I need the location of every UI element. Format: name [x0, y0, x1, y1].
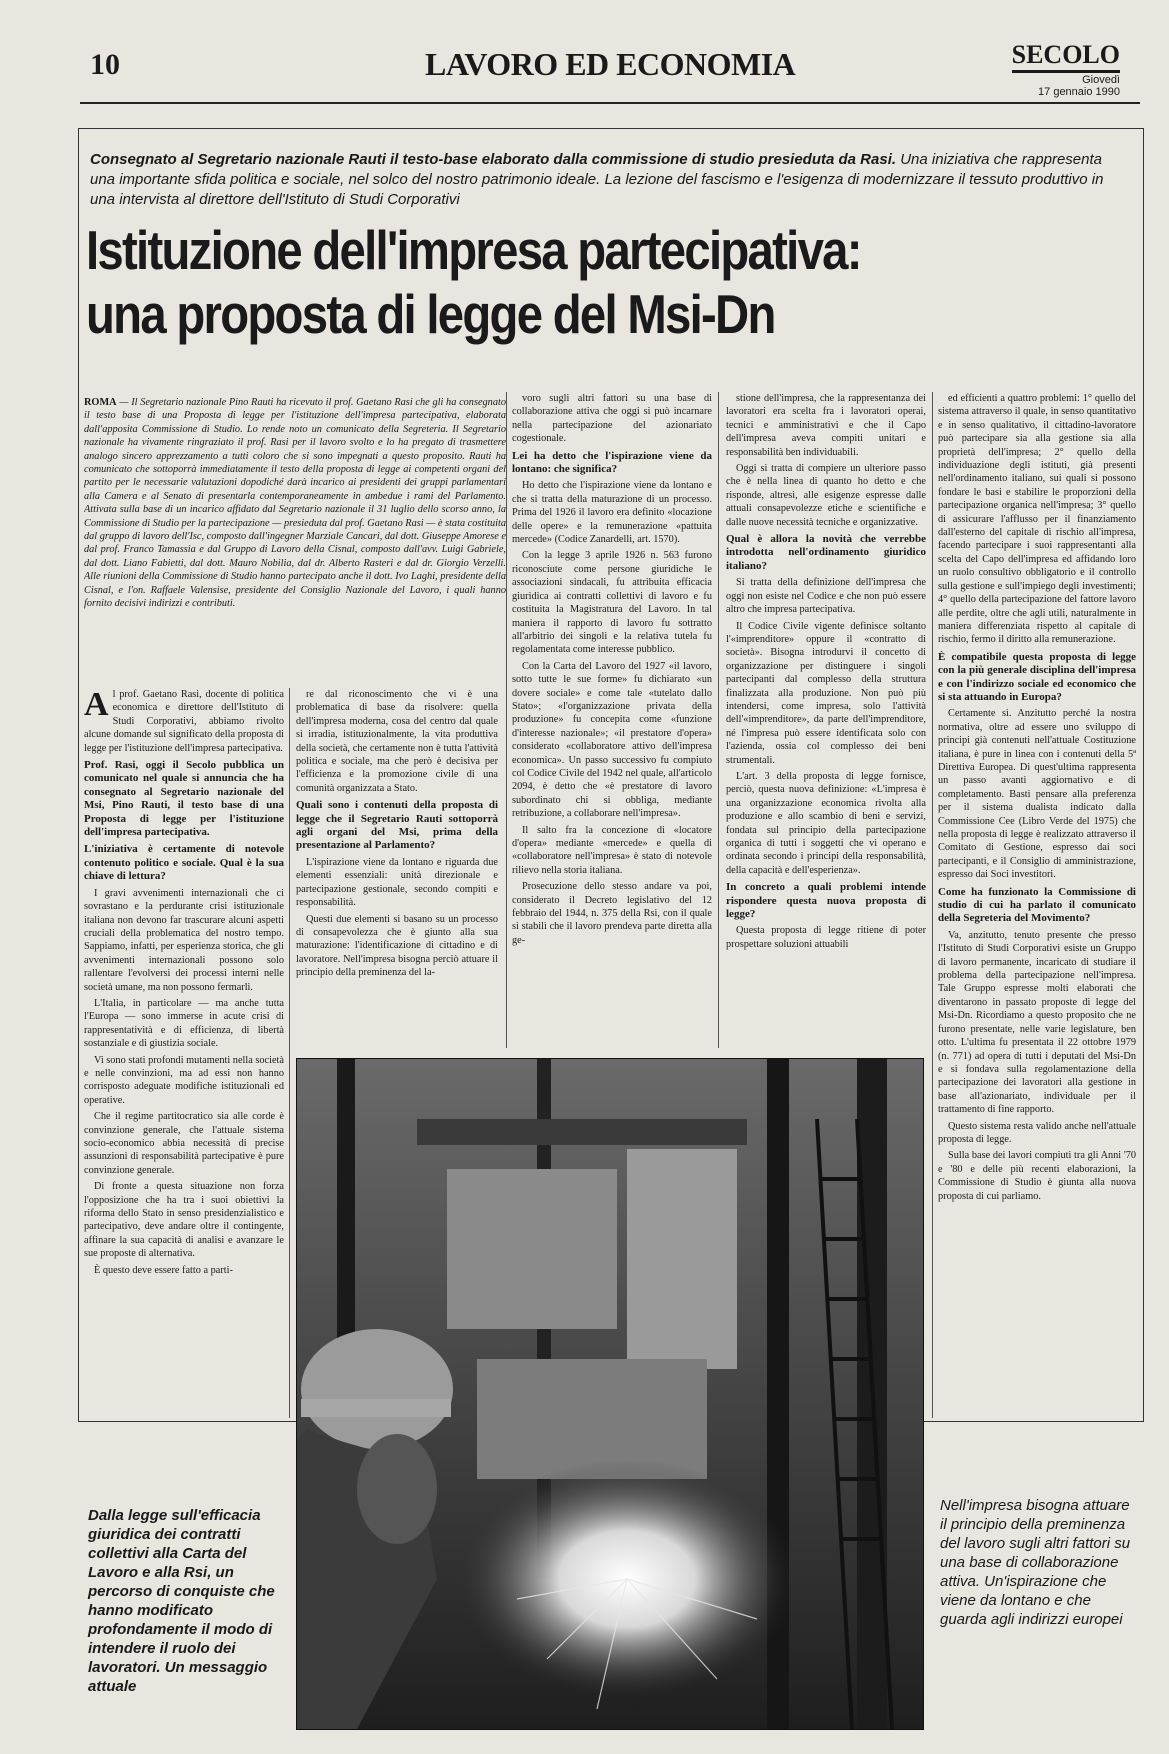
section-title: LAVORO ED ECONOMIA	[425, 46, 796, 82]
column-3	[512, 392, 712, 1048]
col4-paragraph: Questa proposta di legge ritiene di poter prospettare soluzioni attuabili	[726, 925, 926, 950]
column-rule	[932, 392, 933, 1418]
col1-paragraph: È questo deve essere fatto a parti-	[94, 1264, 233, 1276]
kicker-bold: Consegnato al Segretario nazionale Rauti il testo-base elaborato dalla commissione di studio presieduta da Rasi.	[90, 151, 897, 168]
col3-question: Lei ha detto che l'ispirazione viene da lontano: che significa?	[512, 449, 712, 476]
col1-paragraph: I gravi avvenimenti internazionali che ci sovrastano e la perdurante crisi istituzionale italiana non devono far trascurare alcuni aspetti cruciali della problematica del nostro tempo. Sappiamo, infatti, per esperienza storica, che gli avvenimenti internazionali possono solo rallentare l'evolversi dei processi interni nelle società umane, ma non possono fermarli.	[84, 887, 284, 993]
col5-paragraph: Certamente sì. Anzitutto perché la nostra normativa, oltre ad essere uno sviluppo di principi già contenuti nell'attuale Costituzione italiana, è pure in linea con i contenuti della 5ª Direttiva Europea. Di quest'ultima rappresenta un passo avanti aggiornativo e di completamento. Basti pensare alla preferenza per il sistema dualista indicato dalla Commissione Cee (Libro Verde del 1975) che nella proposta di legge è realizzato attraverso il Comitato di Gestione, espresso dai soci partecipanti, e il Consiglio di amministrazione, espresso dai Soci investitori.	[938, 708, 1136, 881]
newspaper-logo: SECOLO	[1012, 40, 1120, 73]
column-2	[296, 688, 498, 1048]
pull-quote-left: Dalla legge sull'efficacia giuridica dei contratti collettivi alla Carta del Lavoro e alla Rsi, un percorso di conquiste che hanno modificato profondamente il modo di intendere il ruolo dei lavoratori. Un messaggio attuale	[88, 1507, 275, 1695]
masthead-rule	[80, 102, 1140, 104]
column-rule	[718, 392, 719, 1048]
col2-paragraph: L'ispirazione viene da lontano e riguarda due elementi essenziali: unità direzionale e partecipazione gestionale, secondo compiti e responsabilità.	[296, 856, 498, 909]
col1-question: Prof. Rasi, oggi il Secolo pubblica un comunicato nel quale si annuncia che ha consegnato al Segretario nazionale del Msi, Pino Rauti, il testo base di una Proposta di legge per l'istituzione dell'impresa partecipativa.	[84, 759, 284, 839]
kicker-rest: Una iniziativa che rappresenta una importante sfida politica e sociale, nel solco del nostro patrimonio ideale. La lezione del fascismo e l'esigenza di modernizzare il tessuto produttivo in una intervista al direttore dell'Istituto di Studi Corporativi	[90, 151, 1104, 208]
col3-paragraph: Ho detto che l'ispirazione viene da lontano e che si tratta della maturazione di un processo. Prima del 1926 il lavoro era definito «locazione delle opere» e la remunerazione «pattuita mercede» (Codice Zanardelli, art. 1570).	[512, 480, 712, 546]
col4-paragraph: Oggi si tratta di compiere un ulteriore passo che è nella linea di quanto ho detto e che risponde, altresì, alle esigenze espresse dalle attuali consapevolezze etiche e scientifiche e dalle nuove necessità tecniche e organizzative.	[726, 463, 926, 528]
col5-paragraph: ed efficienti a quattro problemi: 1° quello del sistema attraverso il quale, in senso quantitativo e in senso qualitativo, il cittadino-lavoratore può partecipare sia alla gestione sia alla proprietà dell'impresa; 2° quello della individuazione degli istituti, già presenti nell'ordinamento italiano, sui quali si possono fondare le basi e stabilire le proporzioni della partecipazione organica nell'impresa; 3° quello di assicurare l'afflusso per il finanziamento dall'esterno del capitale di rischio all'impresa, facendo partecipare i suoi rappresentanti alla scelta del Capo dell'impresa ed affidando loro un ruolo consultivo obbligatorio e il controllo sulla gestione e sull'impiego degli investimenti; 4° quello della partecipazione del fattore lavoro alle perdite, oltre che agli utili, naturalmente in maniera differenziata rispetto al capitale di rischio, fermo il diritto alla remunerazione.	[938, 393, 1136, 646]
col4-paragraph: Si tratta della definizione dell'impresa che oggi non esiste nel Codice e che non può essere altro che impresa partecipativa.	[726, 577, 926, 616]
col1-paragraph: L'Italia, in particolare — ma anche tutta l'Europa — sono immerse in acute crisi di rappresentatività e di efficienza, di libertà sostanziale e di giustizia sociale.	[84, 997, 284, 1050]
col5-paragraph: Sulla base dei lavori compiuti tra gli Anni '70 e '80 e delle più recenti elaborazioni, la Commissione di Studio è giunta alla nuova proposta di cui parliamo.	[938, 1150, 1136, 1202]
col3-paragraph: voro sugli altri fattori su una base di collaborazione attiva che oggi si può incarnare nella partecipazione del azionariato cogestionale.	[512, 393, 712, 445]
col5-paragraph: Questo sistema resta valido anche nell'attuale proposta di legge.	[938, 1120, 1136, 1145]
col2-paragraph: Questi due elementi si basano su un processo di consapevolezza che è giunto alla sua maturazione: l'identificazione di cittadino e di lavoratore. Nell'impresa bisogna perciò attuare il principio della preminenza del la-	[296, 913, 498, 979]
col3-paragraph: Il salto fra la concezione di «locatore d'opera» mediante «mercede» e quella di «collaboratore nell'impresa» è stato di notevole rilievo nella storia italiana.	[512, 824, 712, 876]
column-1	[84, 688, 284, 1420]
col3-paragraph: Con la legge 3 aprile 1926 n. 563 furono riconosciute come persone giuridiche le associazioni sindacali, fu attribuita efficacia giuridica ai contratti collettivi di lavoro e fu costituita la Magistratura del Lavoro. In tal maniera il rapporto di lavoro fu sottratto all'arbitrio dei singoli e la relativa tutela fu regolamentata come interesse pubblico.	[512, 550, 712, 656]
col1-paragraph: l prof. Gaetano Rasi, docente di politica economica e direttore dell'Istituto di Studi Corporativi, abbiamo rivolto alcune domande sul significato della proposta di legge per l'istituzione dell'impresa partecipativa.	[84, 689, 284, 754]
article-kicker	[90, 150, 1120, 210]
col2-question: Quali sono i contenuti della proposta di legge che il Segretario Rauti sottoporrà agli organi del Msi, prima della presentazione al Parlamento?	[296, 799, 498, 852]
issue-date: 17 gennaio 1990	[1038, 86, 1120, 98]
issue-day: Giovedì	[1082, 74, 1120, 86]
col4-question: In concreto a quali problemi intende rispondere questa nuova proposta di legge?	[726, 881, 926, 921]
article-intro	[84, 396, 506, 676]
col4-paragraph: Il Codice Civile vigente definisce soltanto l'«imprenditore» oppure il «contratto di società». Bisogna introdurvi il concetto di organizzazione per distinguere i singoli partecipanti dal complesso della struttura finalizzata alla produzione. Non può più intendersi, come impresa, solo l'attività dell'«imprenditore», da parte dell'imprenditore, né l'impresa può essere identificata solo con l'azienda, ossia col complesso dei beni strumentali.	[726, 620, 926, 766]
col1-paragraph: Vi sono stati profondi mutamenti nella società e nelle convinzioni, ma ad essi non hanno corrisposto adeguate modifiche istituzionali ed operative.	[84, 1054, 284, 1106]
column-rule	[506, 392, 507, 1048]
headline-line-1: Istituzione dell'impresa partecipativa:	[86, 219, 861, 281]
col4-question: Qual è allora la novità che verrebbe introdotta nell'ordinamento giuridico italiano?	[726, 533, 926, 572]
col1-question: L'iniziativa è certamente di notevole contenuto politico e sociale. Qual è la sua chiave di lettura?	[84, 843, 284, 883]
headline-line-2: una proposta di legge del Msi-Dn	[86, 283, 775, 345]
pull-quote-right: Nell'impresa bisogna attuare il principio della preminenza del lavoro sugli altri fattori su una base di collaborazione attiva. Un'ispirazione che viene da lontano e che guarda agli indirizzi europei	[940, 1497, 1131, 1628]
col2-paragraph: re dal riconoscimento che vi è una problematica di base da risolvere: quella dell'impresa moderna, cosa del centro dal quale si irradia, istituzionalmente, la vita produttiva della società, che certamente non è tutta l'attività politica e sociale, ma che però è decisiva per l'efficienza e la promozione civile di una comunità organizzata a Stato.	[296, 689, 498, 794]
column-5	[938, 392, 1136, 1412]
col1-paragraph: Di fronte a questa situazione non forza l'opposizione che ha tra i suoi obiettivi la riforma dello Stato in senso presidenzialistico e partecipativo, deve andare oltre il contingente, affinare la sua capacità di analisi e avanzare le sue proposte di alternativa.	[84, 1181, 284, 1260]
masthead	[80, 40, 1140, 100]
photo-illustration	[297, 1059, 923, 1729]
col3-paragraph: Con la Carta del Lavoro del 1927 «il lavoro, sotto tutte le sue forme» fu dichiarato «un dovere sociale» e come tale «tutelato dallo Stato»; «l'organizzazione privata della produzione» fu concepita come «funzione d'interesse nazionale»; «il prestatore d'opera» considerato «collaboratore attivo dell'impresa economica». Un passo successivo fu compiuto col Codice Civile del 1942 nel quale, all'articolo 2094, è detto che «è prestatore di lavoro subordinato chi si obbliga, mediante retribuzione, a collaborare nell'impresa».	[512, 660, 712, 820]
intro-dateline: ROMA	[84, 397, 117, 408]
page-number: 10	[90, 48, 120, 81]
intro-text: — Il Segretario nazionale Pino Rauti ha ricevuto il prof. Gaetano Rasi che gli ha consegnato il testo base di una Proposta di legge per l'istituzione dell'impresa partecipativa, elaborata dall'apposita Commissione di Studio. Lo rende noto un comunicato della Segreteria. Il Segretario nazionale ha vivamente ringraziato il prof. Rasi per il lavoro svolto e lo ha pregato di trasmettere analogo sincero apprezzamento a tutti coloro che si sono impegnati a questo proposito. Rauti ha comunicato che sottoporrà immediatamente il testo della proposta di legge ai competenti organi del partito per le necessarie valutazioni dopodiché darà incarico ai presidenti dei gruppi parlamentari alla Camera e al Senato di presentarla contemporaneamente in ambedue i rami del Parlamento. Attivata sulla base di un incarico affidato dal Segretario nazionale il 31 luglio dello scorso anno, la Commissione di Studio per la partecipazione — presieduta dal prof. Gaetano Rasi — è stata costituita dal gruppo di lavoro dell'Isc, composto dall'ingegner Marziale Cancari, dal dott. Giuseppe Amorese e dal prof. Franco Tamassia e dal Gruppo di Lavoro della Cisnal, composto dall'avv. Luigi Gabriele, dal dott. Liano Fabietti, dal dott. Mauro Nobilia, dal dr. Alberto Rasteri e dal dr. Giorgio Verzelli. Alle riunioni della Commissione di Studio hanno partecipato anche il dott. Ivo Laghi, presidente della Cisnal, e l'on. Raffaele Valensise, presidente del Consiglio Nazionale del Lavoro, i quali hanno fornito decisivi indirizzi e contributi.	[84, 397, 506, 610]
factory-worker-photo	[296, 1058, 924, 1730]
drop-cap: A	[84, 688, 109, 723]
col1-paragraph: Che il regime partitocratico sia alle corde è convinzione generale, che l'attuale sistema socio-economico abbia necessità di precise assunzioni di responsabilità partecipative è pure convinzione generale.	[84, 1111, 284, 1176]
col4-paragraph: L'art. 3 della proposta di legge fornisce, perciò, questa nuova definizione: «L'impresa è una organizzazione economica rivolta alla produzione e allo scambio di beni e servizi, fondata sul principio della partecipazione organica di tutti i soggetti che vi operano e ordinata secondo i principi della responsabilità, della capacità e dell'esperienza».	[726, 770, 926, 876]
col4-paragraph: stione dell'impresa, che la rappresentanza dei lavoratori era scelta fra i lavoratori operai, tecnici e amministrativi e che il Capo dell'impresa aveva compiti unitari e responsabilità ben individuabili.	[726, 393, 926, 458]
col5-question: Come ha funzionato la Commissione di studio di cui ha parlato il comunicato della Segreteria del Movimento?	[938, 885, 1136, 925]
col3-paragraph: Prosecuzione dello stesso andare va poi, considerato il Decreto legislativo del 12 febbraio del 1944, n. 375 della Rsi, con il quale si stabilì che il lavoro prendeva parte diretta alla ge-	[512, 881, 712, 946]
article-headline	[86, 218, 989, 346]
col5-question: È compatibile questa proposta di legge con la più generale disciplina dell'impresa e con l'indirizzo sociale ed economico che si sta attuando in Europa?	[938, 650, 1136, 703]
column-rule	[289, 688, 290, 1418]
col5-paragraph: Va, anzitutto, tenuto presente che presso l'Istituto di Studi Corporativi esiste un Gruppo di lavoro permanente, incaricato di studiare il problema della partecipazione nell'impresa. Tale Gruppo espresse molti elaborati che diventarono in passato proposte di legge del Msi-Dn. Ricordiamo a questo proposito che ne furono presentate, nelle varie legislature, ben otto. L'ultima fu presentata il 22 ottobre 1979 (n. 771) ad opera di tutti i deputati del Msi-Dn e si fondava sulla regolamentazione della partecipazione dei lavoratori alla gestione in base all'azionariato, individuale per il trattamento di fine rapporto.	[938, 929, 1136, 1116]
column-4	[726, 392, 926, 1048]
